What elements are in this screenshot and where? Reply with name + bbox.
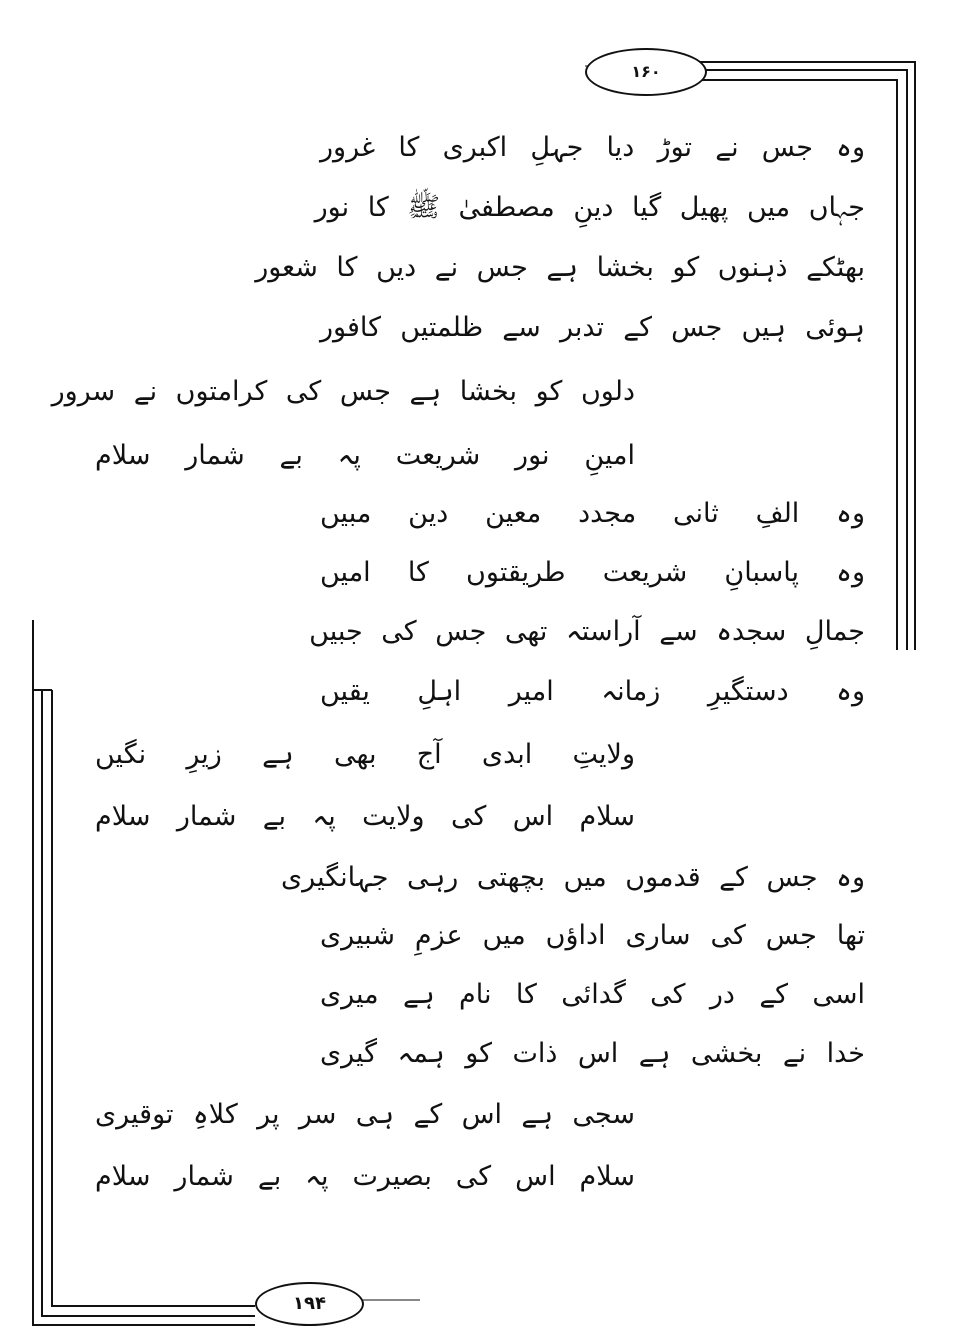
couplet-line: ولایتِ ابدی آج بھی ہے زیرِ نگیں (95, 739, 635, 770)
couplet-line: امینِ نور شریعت پہ بے شمار سلام (95, 440, 635, 471)
page-number-top: ۱۶۰ (585, 48, 707, 96)
verse-line: خدا نے بخشی ہے اس ذات کو ہمہ گیری (320, 1038, 865, 1069)
verse-line: تھا جس کی ساری اداؤں میں عزمِ شبیری (320, 920, 865, 951)
verse-line: اسی کے در کی گدائی کا نام ہے میری (320, 979, 865, 1010)
verse-line: وہ جس کے قدموں میں بچھتی رہی جہانگیری (281, 862, 865, 893)
verse-line: بھٹکے ذہنوں کو بخشا ہے جس نے دیں کا شعور (255, 252, 865, 283)
page-number-bottom: ۱۹۴ (255, 1282, 364, 1326)
couplet-line: سلام اس کی ولایت پہ بے شمار سلام (95, 801, 635, 832)
verse-line: ہوئی ہیں جس کے تدبر سے ظلمتیں کافور (320, 312, 865, 343)
verse-line: جہاں میں پھیل گیا دینِ مصطفیٰ ﷺ کا نور (314, 192, 865, 223)
couplet-line: سلام اس کی بصیرت پہ بے شمار سلام (95, 1161, 635, 1192)
verse-line: وہ پاسبانِ شریعت طریقتوں کا امیں (320, 557, 865, 588)
verse-line: جمالِ سجدہ سے آراستہ تھی جس کی جبیں (309, 616, 865, 647)
couplet-line: سجی ہے اس کے ہی سر پر کلاہِ توقیری (95, 1099, 635, 1130)
verse-line: وہ جس نے توڑ دیا جہلِ اکبری کا غرور (320, 132, 865, 163)
verse-line: وہ الفِ ثانی مجدد معین دین مبیں (320, 498, 865, 529)
couplet-line: دلوں کو بخشا ہے جس کی کرامتوں نے سرور (51, 376, 635, 407)
verse-line: وہ دستگیرِ زمانہ امیر اہلِ یقیں (320, 676, 865, 707)
